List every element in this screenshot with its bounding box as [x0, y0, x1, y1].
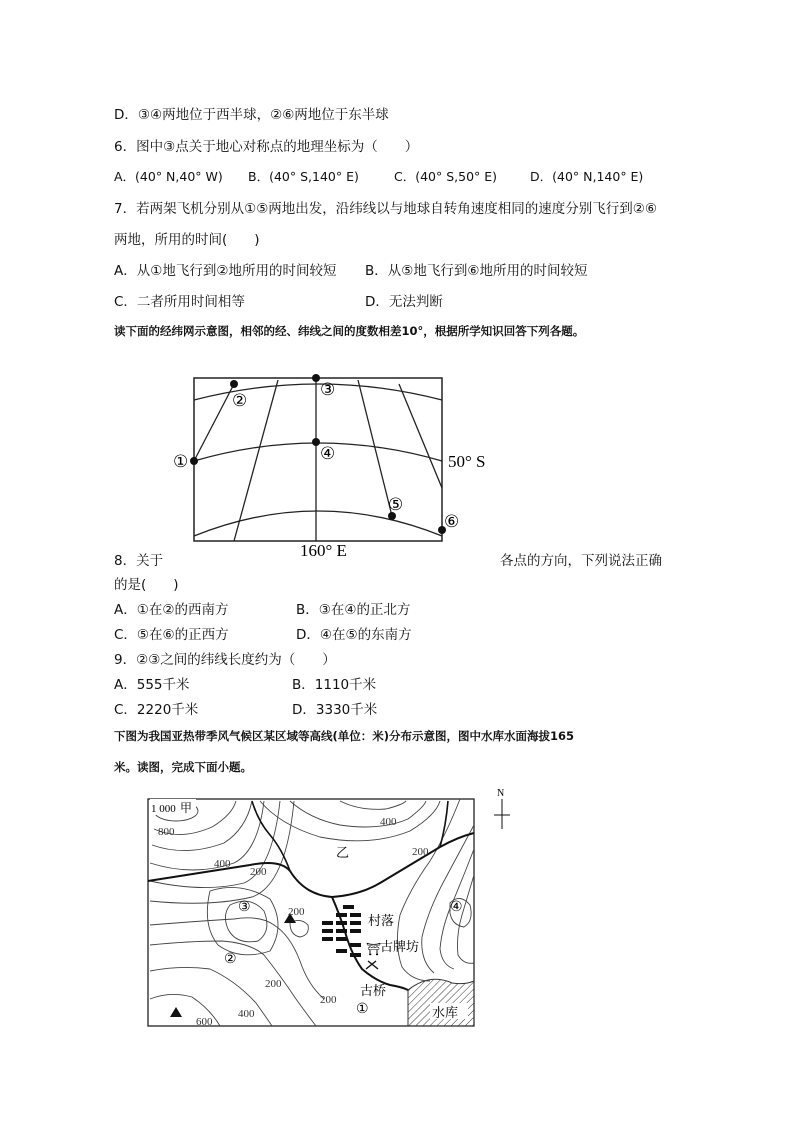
longitude-label: 160° E [300, 541, 347, 560]
contour-label: 200 [412, 846, 429, 858]
contour-label: 200 [320, 994, 337, 1006]
label-6: ⑥ [444, 512, 460, 531]
archway-label: 古牌坊 [380, 939, 420, 954]
q7-option-c: C．二者所用时间相等 [114, 294, 245, 310]
label-5: ⑤ [388, 495, 404, 514]
contour-label: 200 [265, 978, 282, 990]
q8-option-b: B．③在④的正北方 [296, 602, 411, 618]
q9-option-b: B．1110千米 [292, 677, 377, 693]
q5-option-d: D．③④两地位于西半球，②⑥两地位于东半球 [114, 107, 389, 123]
q7-option-b: B．从⑤地飞行到⑥地所用的时间较短 [365, 263, 588, 279]
contour-label: 400 [380, 816, 397, 828]
label-3: ③ [320, 380, 336, 399]
archway-icon: ⛩ [366, 942, 382, 956]
q8-option-d: D．④在⑤的东南方 [296, 627, 412, 643]
point-2 [230, 380, 238, 388]
q6-option-a: A．(40° N,40° W) [114, 169, 223, 184]
north-label: N [497, 788, 505, 799]
contour-map-figure [140, 785, 520, 1030]
parallel-line [194, 511, 442, 536]
peak-elevation-label: 1 000 [151, 803, 176, 815]
point-3 [312, 374, 320, 382]
river-branch-right [440, 801, 448, 847]
figure1-intro: 读下面的经纬网示意图，相邻的经、纬线之间的度数相差10°，根据所学知识回答下列各题。 [114, 324, 585, 338]
q6-option-d: D．(40° N,140° E) [530, 169, 644, 184]
point-yi-label: 乙 [336, 845, 350, 860]
q6-stem: 6．图中③点关于地心对称点的地理坐标为（ ） [114, 139, 419, 155]
q8-stem-left: 8．关于 [114, 553, 164, 569]
peak-icon [170, 1007, 182, 1017]
q7-stem-line2: 两地，所用的时间( ) [114, 232, 260, 248]
point-1-label: ① [356, 1002, 369, 1017]
q9-stem: 9．②③之间的纬线长度约为（ ） [114, 652, 336, 668]
q7-option-d: D．无法判断 [365, 294, 443, 310]
contour-label: 200 [288, 906, 305, 918]
q6-option-c: C．(40° S,50° E) [394, 169, 498, 184]
bridge-label: 古桥 [360, 983, 387, 998]
village-houses [322, 905, 361, 957]
reservoir-label: 水库 [432, 1005, 459, 1020]
contour-label: 200 [250, 866, 267, 878]
contour-label: 400 [214, 858, 231, 870]
q7-stem-line1: 7．若两架飞机分别从①⑤两地出发，沿纬线以与地球自转角速度相同的速度分别飞行到②⑥ [114, 201, 657, 217]
q8-stem-line2: 的是( ) [114, 577, 179, 593]
point-jia-label: 甲 [180, 801, 193, 815]
q6-option-b: B．(40° S,140° E) [248, 169, 359, 184]
latitude-label: 50° S [448, 452, 486, 471]
village-label: 村落 [368, 913, 395, 928]
contour-label: 400 [238, 1008, 255, 1020]
label-1: ① [173, 452, 189, 471]
point-3-label: ③ [238, 900, 251, 915]
meridian-line [399, 384, 442, 488]
contour-label: 600 [196, 1016, 213, 1028]
point-4-label: ④ [450, 900, 463, 915]
graticule-figure [170, 370, 500, 560]
point-4 [312, 438, 320, 446]
figure2-intro-line2: 米。读图，完成下面小题。 [114, 760, 252, 774]
parallel-line [194, 443, 442, 461]
q7-option-a: A．从①地飞行到②地所用的时间较短 [114, 263, 337, 279]
figure2-intro-line1: 下图为我国亚热带季风气候区某区域等高线(单位：米)分布示意图，图中水库水面海拔165 [114, 729, 575, 743]
contour-label: 800 [158, 826, 175, 838]
q9-option-d: D．3330千米 [292, 702, 378, 718]
q9-option-a: A．555千米 [114, 677, 190, 693]
q8-option-a: A．①在②的西南方 [114, 602, 229, 618]
q9-option-c: C．2220千米 [114, 702, 199, 718]
bridge-icon [366, 961, 378, 969]
q8-stem-right: 各点的方向，下列说法正确 [500, 553, 662, 569]
q8-option-c: C．⑤在⑥的正西方 [114, 627, 229, 643]
label-4: ④ [320, 444, 336, 463]
label-2: ② [232, 391, 248, 410]
point-2-label: ② [224, 952, 237, 967]
point-1 [190, 457, 198, 465]
